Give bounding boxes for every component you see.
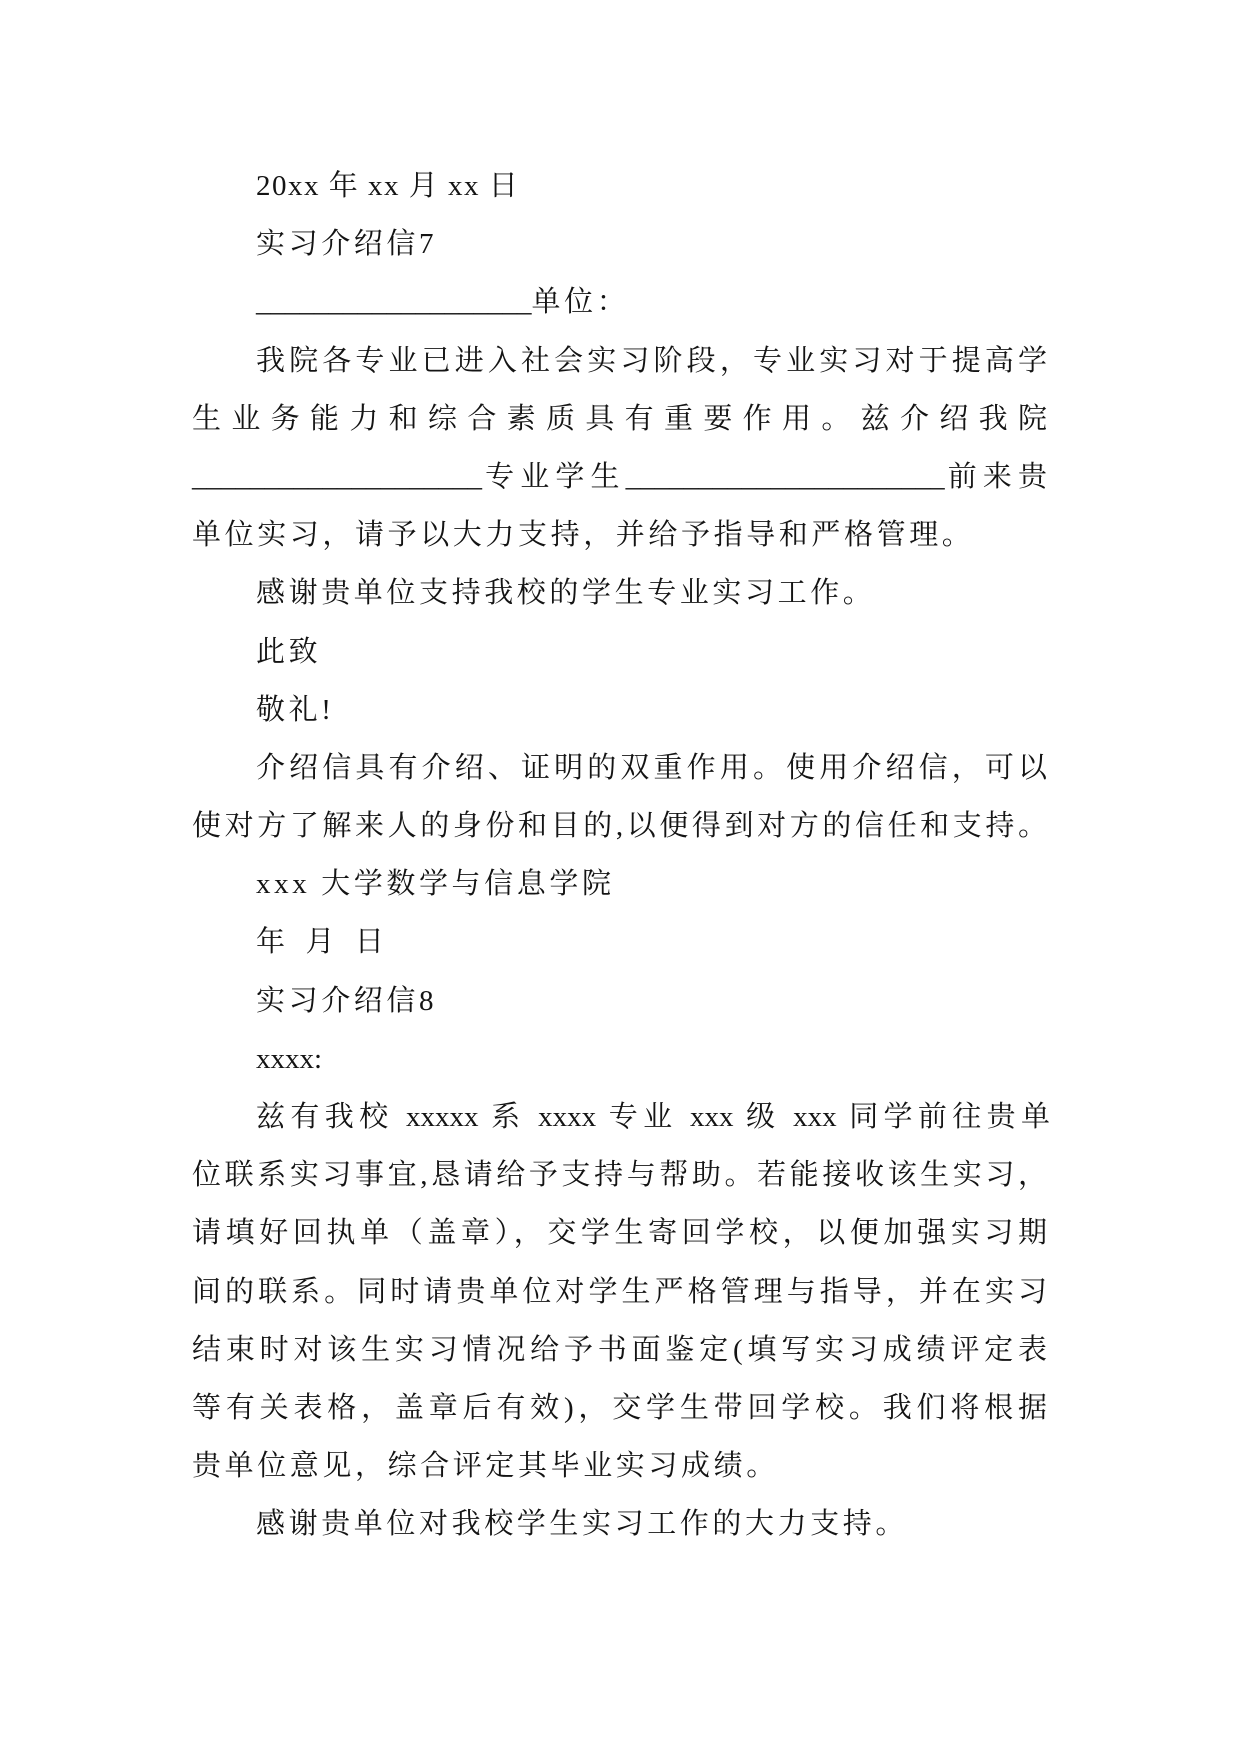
letter7-title: 实习介绍信7 <box>256 228 438 261</box>
addressee-label: 单位： <box>531 286 630 319</box>
letter7-note-line-2: 使对方了解来人的身份和目的,以便得到对方的信任和支持。 <box>192 810 1050 843</box>
letter7-note-line-1: 介绍信具有介绍、证明的双重作用。使用介绍信，可以 <box>256 751 1050 784</box>
letter8-body-line-4: 间的联系。同时请贵单位对学生严格管理与指导，并在实习 <box>192 1275 1050 1308</box>
letter7-body-line-2: 生业务能力和综合素质具有重要作用。兹介绍我院 <box>192 402 1050 435</box>
letter8-thanks: 感谢贵单位对我校学生实习工作的大力支持。 <box>256 1508 909 1541</box>
addressee-blank: ___________________ <box>256 286 532 319</box>
student-blank: ______________________ <box>625 460 945 493</box>
letter7-signature-org: xxx 大学数学与信息学院 <box>256 868 615 901</box>
letter8-title: 实习介绍信8 <box>256 984 438 1017</box>
letter7-signature-date: 年 月 日 <box>256 926 388 959</box>
letter7-body-line-4: 单位实习，请予以大力支持，并给予指导和严格管理。 <box>192 519 975 552</box>
letter8-body-line-2: 位联系实习事宜,恳请给予支持与帮助。若能接收该生实习， <box>192 1159 1050 1192</box>
letter7-regards: 敬礼! <box>256 693 335 726</box>
letter7-thanks: 感谢贵单位支持我校的学生专业实习工作。 <box>256 577 876 610</box>
letter7-body-line-3 <box>192 448 1050 506</box>
major-blank: ____________________ <box>192 460 482 493</box>
letter8-body-line-1: 兹有我校 xxxxx 系 xxxx 专业 xxx 级 xxx 同学前往贵单 <box>256 1101 1050 1133</box>
letter8-body-line-3: 请填好回执单（盖章），交学生寄回学校，以便加强实习期 <box>192 1217 1050 1250</box>
letter8-body-line-5: 结束时对该生实习情况给予书面鉴定(填写实习成绩评定表 <box>192 1333 1050 1366</box>
letter7-salutation: 此致 <box>256 635 322 668</box>
line-end-text: 前来贵 <box>944 460 1050 493</box>
major-text: 专业学生 <box>482 460 626 493</box>
letter7-body-line-1: 我院各专业已进入社会实习阶段，专业实习对于提高学 <box>256 344 1050 377</box>
letter8-addressee: xxxx: <box>256 1042 323 1075</box>
letter8-body-line-6: 等有关表格，盖章后有效)，交学生带回学校。我们将根据 <box>192 1391 1050 1424</box>
letter8-body-line-7: 贵单位意见，综合评定其毕业实习成绩。 <box>192 1450 779 1483</box>
previous-letter-date: 20xx 年 xx 月 xx 日 <box>256 170 520 202</box>
letter7-addressee <box>192 273 1050 331</box>
document-page <box>192 157 1050 1554</box>
